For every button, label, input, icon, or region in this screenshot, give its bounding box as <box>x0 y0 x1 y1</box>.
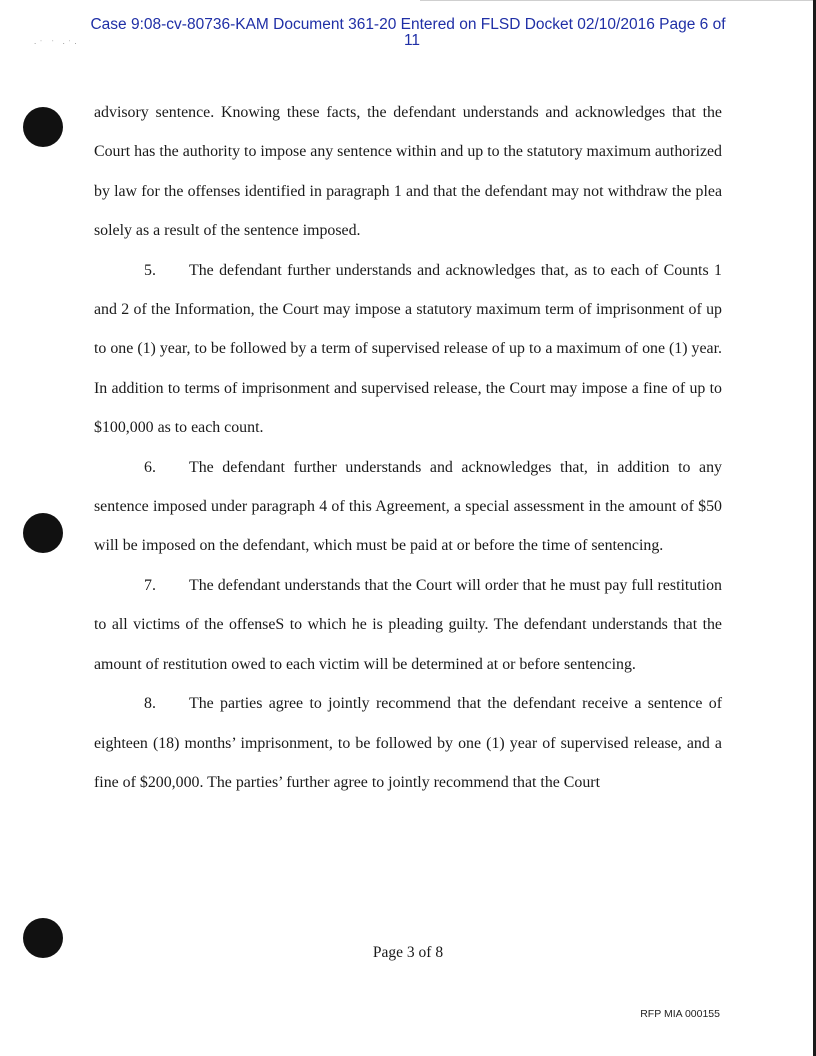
paragraph-text: The defendant understands that the Court will order that he must pay full restitution to all victims of the offenseS to which he is pleading guilty. The defendant understands that the amount of restitution owed to each victim will be determined at or before sentencing. <box>94 576 722 673</box>
header-line-1: Case 9:08-cv-80736-KAM Document 361-20 Entered on FLSD Docket 02/10/2016 Page 6 of <box>90 16 726 33</box>
court-filing-header <box>0 17 816 49</box>
paragraph-number: 6. <box>144 458 156 476</box>
paragraph-8 <box>94 684 722 802</box>
binder-hole-middle <box>23 513 63 553</box>
paragraph-5 <box>94 251 722 448</box>
paragraph-6 <box>94 448 722 566</box>
paragraph-continuation: advisory sentence. Knowing these facts, the defendant understands and acknowledges that the Court has the authority to impose any sentence within and up to the statutory maximum authorized by law for the offenses identified in paragraph 1 and that the defendant may not withdraw the plea solely as a result of the sentence imposed. <box>94 104 722 240</box>
scan-specks: ·˙ ˙ ·˙· <box>34 40 80 48</box>
page-number: Page 3 of 8 <box>372 944 444 961</box>
binder-hole-top <box>23 107 63 147</box>
header-line-2: 11 <box>403 32 421 49</box>
paragraph-text: The parties agree to jointly recommend that the defendant receive a sentence of eighteen (18) months’ imprisonment, to be followed by one (1) year of supervised release, and a fine of $200,000. The parties’ further agree to jointly recommend that the Court <box>94 695 722 791</box>
paragraph-text: The defendant further understands and acknowledges that, as to each of Counts 1 and 2 of the Information, the Court may impose a statutory maximum term of imprisonment of up to one (1) year, to be followed by a term of supervised release of up to a maximum of one (1) year. In addition to terms of imprisonment and supervised release, the Court may impose a fine of up to $100,000 as to each count. <box>94 261 722 437</box>
paragraph-number: 8. <box>144 695 156 713</box>
paragraph-number: 7. <box>144 576 156 594</box>
scan-top-edge <box>420 0 816 1</box>
paragraph-7 <box>94 566 722 684</box>
bates-number: RFP MIA 000155 <box>640 1008 720 1020</box>
paragraph-number: 5. <box>144 261 156 279</box>
agreement-body <box>94 93 722 802</box>
paragraph-text: The defendant further understands and acknowledges that, in addition to any sentence imposed under paragraph 4 of this Agreement, a special assessment in the amount of $50 will be imposed on the defendant, which must be paid at or before the time of sentencing. <box>94 458 722 555</box>
